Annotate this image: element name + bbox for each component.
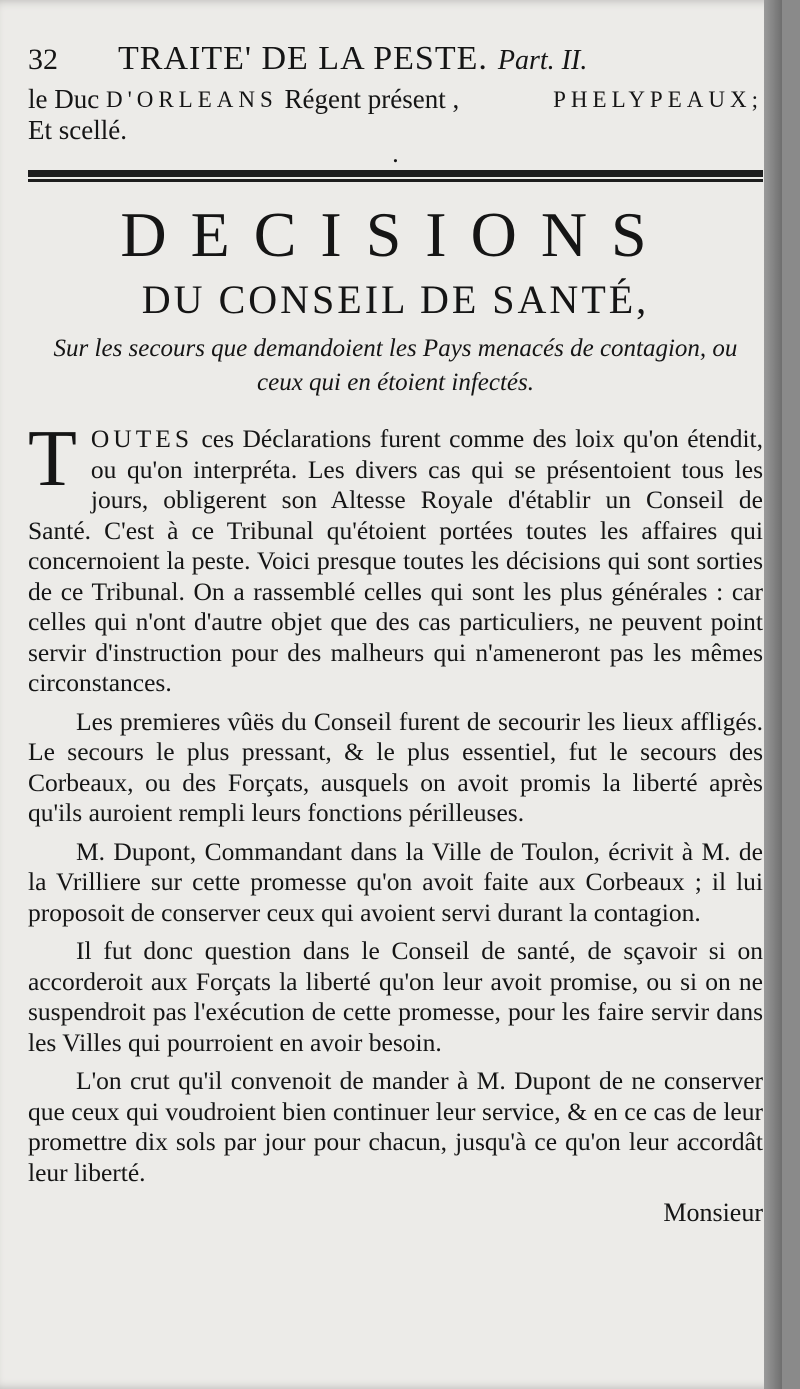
paragraph-2: Les premieres vûës du Conseil furent de secourir les lieux affligés. Le secours le plus pressant, & le plus essentiel, fut le secours des Corbeaux, ou des Forçats, ausquels on avoit promis la liberté après qu'ils auroient rempli leurs fonctions périlleuses. xyxy=(28,706,763,827)
paragraph-lead: OUTES xyxy=(90,424,194,453)
catchword: Monsieur xyxy=(663,1198,763,1227)
page-content xyxy=(28,40,763,1228)
preamble-text-mid: Régent présent , xyxy=(284,84,460,114)
paragraph-text: ces Déclarations furent comme des loix qu'on étendit, ou qu'on interpréta. Les divers cas qui se présentoient tous les jours, obligerent son Altesse Royale d'établir un Conseil de Santé. C'est à ce Tribunal qu'étoient portées toutes les affaires qui concernoient la peste. Voici presque toutes les décisions qui sont sorties de ce Tribunal. On a rassemblé celles qui sont les plus générales : car celles qui n'ont d'autre objet que des cas particuliers, ne peuvent point servir d'instruction pour des malheurs qui n'ameneront pas les mêmes circonstances. xyxy=(28,424,763,697)
section-title: DECISIONS xyxy=(120,199,671,270)
paragraph-5: L'on crut qu'il convenoit de mander à M. Dupont de ne conserver que ceux qui voudroient bien continuer leur service, & en ce cas de leur promettre dix sols par jour pour chacun, jusqu'à ce qu'on leur accordât leur liberté. xyxy=(28,1066,763,1187)
center-dot: . xyxy=(391,140,400,168)
running-title: TRAITE' DE LA PESTE. xyxy=(118,40,488,77)
page-edge-shadow xyxy=(764,0,782,1389)
double-rule-divider xyxy=(28,170,763,182)
running-head xyxy=(28,40,763,84)
drop-cap: T xyxy=(28,415,77,503)
paragraph-4: Il fut donc question dans le Conseil de santé, de sçavoir si on accorderoit aux Forçats la liberté qu'on leur avoit promise, ou si on ne suspendroit pas l'exécution de cette promesse, pour les faire servir dans les Villes qui pourroient en avoir besoin. xyxy=(28,936,763,1057)
running-part: Part. II. xyxy=(497,45,588,76)
page-number: 32 xyxy=(28,43,58,76)
paragraph-3: M. Dupont, Commandant dans la Ville de Toulon, écrivit à M. de la Vrilliere sur cette promesse qu'on avoit faite aux Corbeaux ; il lui proposoit de conserver ceux qui avoient servi durant la contagion. xyxy=(28,836,763,927)
preamble-line-1 xyxy=(28,84,763,115)
preamble-text: le Duc xyxy=(28,84,100,114)
section-subtitle: DU CONSEIL DE SANTÉ, xyxy=(141,277,650,322)
section-description: Sur les secours que demandoient les Pays menacés de contagion, ou ceux qui en étoient infectés. xyxy=(53,335,738,396)
preamble-sealed: Et scellé. xyxy=(28,115,127,145)
paragraph-1 xyxy=(28,415,763,699)
preamble-name: D'ORLEANS xyxy=(105,87,278,112)
preamble-signatory: PHELYPEAUX; xyxy=(553,87,763,112)
